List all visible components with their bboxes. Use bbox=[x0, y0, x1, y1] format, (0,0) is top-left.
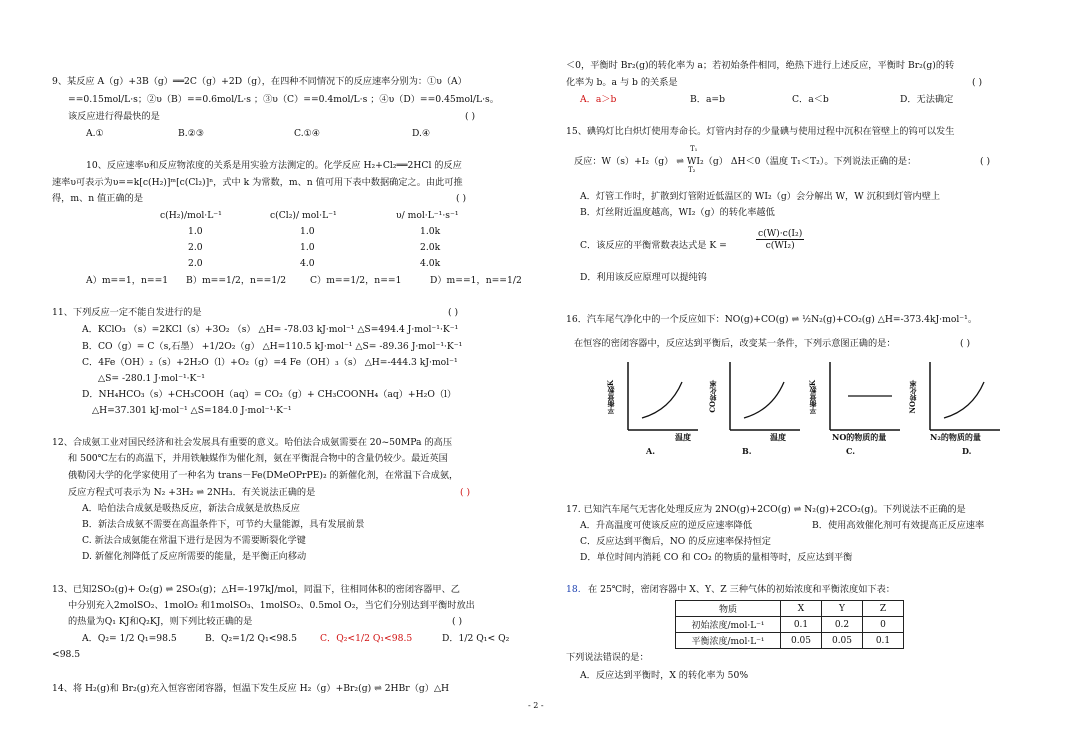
q9-opt-d: D.④ bbox=[412, 128, 431, 139]
q15-line1: 15、碘钨灯比白炽灯使用寿命长。灯管内封存的少量碘与使用过程中沉积在管壁上的钨可以发生 bbox=[566, 126, 955, 137]
table-cell: 0.1 bbox=[781, 617, 822, 633]
q12-line1: 12、合成氨工业对国民经济和社会发展具有重要的意义。哈伯法合成氨需要在 20~50MPa 的高压 bbox=[52, 437, 453, 448]
q13-line4: <98.5 bbox=[52, 649, 81, 660]
q15-opt-b: B．灯丝附近温度越高，WI₂（g）的转化率越低 bbox=[580, 207, 775, 218]
q9-line2: ==0.15mol/L·s；②υ（B）==0.6mol/L·s ；③υ（C）==0.4mol/L·s ；④υ（D）==0.45mol/L·s。 bbox=[68, 94, 499, 105]
q13-line3: 的热量为Q₁ KJ和Q₂KJ，则下列比较正确的是 bbox=[68, 616, 253, 627]
page-number: - 2 - bbox=[528, 701, 544, 710]
q18-table bbox=[675, 600, 904, 649]
graph-c bbox=[822, 360, 902, 440]
graph-a bbox=[620, 360, 700, 440]
graph-d bbox=[922, 360, 1002, 440]
table-cell: 0.05 bbox=[822, 633, 863, 649]
q14-cont-line2: 化率为 b。a 与 b 的关系是 bbox=[566, 77, 678, 88]
q11-line1: 11、下列反应一定不能自发进行的是 bbox=[52, 307, 202, 318]
q16-paren: ( ) bbox=[960, 338, 971, 349]
graph-b-xlabel: 温度 bbox=[770, 432, 786, 442]
q12-paren: ( ) bbox=[460, 487, 471, 498]
q11-opt-c2: △S= -280.1 J·mol⁻¹·K⁻¹ bbox=[98, 373, 205, 384]
q10-cell: 2.0 bbox=[188, 242, 203, 253]
table-header-row bbox=[676, 601, 904, 617]
q14-opt-a: A．a＞b bbox=[580, 94, 617, 105]
q11-paren: ( ) bbox=[448, 307, 459, 318]
graph-c-tag: C. bbox=[846, 446, 856, 456]
table-cell: 0.05 bbox=[781, 633, 822, 649]
q13-opt-d: D．1/2 Q₁< Q₂ bbox=[442, 633, 510, 644]
q10-opt-b: B）m==1/2，n==1/2 bbox=[186, 275, 287, 286]
q12-line4: 反应方程式可表示为 N₂ +3H₂ ⇌ 2NH₃．有关说法正确的是 bbox=[68, 487, 316, 498]
q10-opt-c: C）m==1/2，n==1 bbox=[310, 275, 402, 286]
q14-paren: ( ) bbox=[972, 77, 983, 88]
q15-t1: T₁ bbox=[690, 145, 698, 153]
q10-line3: 得，m、n 值正确的是 bbox=[52, 193, 144, 204]
q10-cell: 4.0 bbox=[300, 258, 315, 269]
q18-line1: 在 25℃时，密闭容器中 X、Y、Z 三种气体的初始浓度和平衡浓度如下表： bbox=[588, 584, 895, 595]
graph-c-xlabel: NO的物质的量 bbox=[832, 432, 887, 442]
q14-opt-c: C．a＜b bbox=[792, 94, 829, 105]
q18-line2: 下列说法错误的是： bbox=[566, 652, 649, 663]
q17-opt-c: C．反应达到平衡后，NO 的反应速率保持恒定 bbox=[580, 536, 771, 547]
q10-cell: 1.0k bbox=[420, 226, 441, 237]
q10-cell: 4.0k bbox=[420, 258, 441, 269]
table-cell: 初始浓度/mol·L⁻¹ bbox=[676, 617, 781, 633]
q13-line1: 13、已知2SO₂(g)+ O₂(g) ⇌ 2SO₃(g)；△H=-197kJ/mol，同温下，往相同体积的密闭容器甲、乙 bbox=[52, 584, 460, 595]
q9-opt-b: B.②③ bbox=[178, 128, 205, 139]
table-header-cell: 物质 bbox=[676, 601, 781, 617]
graph-b bbox=[722, 360, 802, 440]
q10-cell: 1.0 bbox=[188, 226, 203, 237]
q18-opt-a: A．反应达到平衡时，X 的转化率为 50% bbox=[580, 670, 749, 681]
q15-line2: 反应：W（s）+I₂（g） ⇌ WI₂（g） ΔH＜0（温度 T₁＜T₂）。下列说法正确的是： bbox=[574, 156, 917, 167]
q12-opt-b: B．新法合成氨不需要在高温条件下，可节约大量能源，具有发展前景 bbox=[82, 519, 365, 530]
q16-line2: 在恒容的密闭容器中，反应达到平衡后，改变某一条件，下列示意图正确的是： bbox=[574, 338, 896, 349]
graph-a-ylabel: 平衡常数K bbox=[606, 380, 615, 415]
table-header-cell: Z bbox=[863, 601, 904, 617]
q11-opt-c1: C．4Fe（OH）₂（s）+2H₂O（l）+O₂（g）=4 Fe（OH）₃（s） △H=-444.3 kJ·mol⁻¹ bbox=[82, 357, 458, 368]
graph-d-xlabel: N₂的物质的量 bbox=[930, 432, 981, 442]
q18-number: 18. bbox=[566, 584, 581, 595]
q15-opt-c: C．该反应的平衡常数表达式是 K = bbox=[580, 240, 727, 251]
graph-b-tag: B. bbox=[742, 446, 752, 456]
graph-a-xlabel: 温度 bbox=[675, 432, 691, 442]
graph-d-ylabel: NO转化率 bbox=[908, 380, 917, 414]
graph-a-tag: A. bbox=[646, 446, 655, 456]
q15-opt-d: D．利用该反应原理可以提纯钨 bbox=[580, 272, 707, 283]
q10-line1: 10、反应速率υ和反应物浓度的关系是用实验方法测定的。化学反应 H₂+Cl₂══2HCl 的反应 bbox=[86, 160, 462, 171]
q10-header-rate: υ/ mol·L⁻¹·s⁻¹ bbox=[396, 210, 459, 221]
q11-opt-d1: D．NH₄HCO₃（s）+CH₃COOH（aq）= CO₂（g）+ CH₃COONH₄（aq）+H₂O（l） bbox=[82, 389, 457, 400]
q11-opt-d2: △H=37.301 kJ·mol⁻¹ △S=184.0 J·mol⁻¹·K⁻¹ bbox=[92, 405, 292, 416]
q11-opt-a: A．KClO₃ （s）=2KCl（s）+3O₂ （s） △H= -78.03 kJ·mol⁻¹ △S=494.4 J·mol⁻¹·K⁻¹ bbox=[82, 324, 459, 335]
q11-opt-b: B．CO（g）= C（s,石墨） +1/2O₂（g） △H=110.5 kJ·mol⁻¹ △S= -89.36 J·mol⁻¹·K⁻¹ bbox=[82, 341, 463, 352]
q12-line2: 和 500℃左右的高温下，并用铁触媒作为催化剂，氨在平衡混合物中的含量仍较少。最近英国 bbox=[68, 453, 448, 464]
table-header-cell: Y bbox=[822, 601, 863, 617]
table-cell: 0.1 bbox=[863, 633, 904, 649]
q16-line1: 16．汽车尾气净化中的一个反应如下：NO(g)+CO(g) ⇌ ½N₂(g)+CO₂(g) △H=-373.4kJ·mol⁻¹。 bbox=[566, 314, 978, 325]
table-cell: 0.2 bbox=[822, 617, 863, 633]
q9-opt-a: A.① bbox=[86, 128, 104, 139]
q17-opt-a: A．升高温度可使该反应的逆反应速率降低 bbox=[580, 520, 753, 531]
table-row bbox=[676, 617, 904, 633]
q10-paren: ( ) bbox=[456, 193, 467, 204]
q14-cont-line1: ＜0，平衡时 Br₂(g)的转化率为 a；若初始条件相同，绝热下进行上述反应，平衡时 Br₂(g)的转 bbox=[566, 60, 955, 71]
q17-opt-b: B．使用高效催化剂可有效提高正反应速率 bbox=[812, 520, 985, 531]
graph-c-ylabel: 平衡常数K bbox=[808, 380, 817, 415]
q14-opt-b: B．a=b bbox=[690, 94, 725, 105]
q12-opt-a: A．哈伯法合成氨是吸热反应，新法合成氨是放热反应 bbox=[82, 503, 300, 514]
q17-line1: 17. 已知汽车尾气无害化处理反应为 2NO(g)+2CO(g) ⇌ N₂(g)+2CO₂(g)。下列说法不正确的是 bbox=[566, 504, 966, 515]
q17-opt-d: D．单位时间内消耗 CO 和 CO₂ 的物质的量相等时，反应达到平衡 bbox=[580, 552, 853, 563]
q13-paren: ( ) bbox=[452, 616, 463, 627]
q9-line3: 该反应进行得最快的是 bbox=[68, 111, 160, 122]
q13-line2: 中分别充入2molSO₂、1molO₂ 和1molSO₃、1molSO₂、0.5mol O₂，当它们分别达到平衡时放出 bbox=[68, 600, 475, 611]
q14-opt-d: D．无法确定 bbox=[900, 94, 954, 105]
q14-line1: 14、将 H₂(g)和 Br₂(g)充入恒容密闭容器，恒温下发生反应 H₂（g）+Br₂(g) ⇌ 2HBr（g）△H bbox=[52, 683, 450, 694]
q12-line3: 俄勒冈大学的化学家使用了一种名为 trans－Fe(DMeOPrPE)₂ 的新催化剂，在常温下合成氨， bbox=[68, 470, 459, 481]
table-cell: 0 bbox=[863, 617, 904, 633]
q10-cell: 1.0 bbox=[300, 242, 315, 253]
q10-cell: 2.0 bbox=[188, 258, 203, 269]
q13-opt-c: C．Q₂<1/2 Q₁<98.5 bbox=[320, 633, 413, 644]
q10-opt-a: A）m==1，n==1 bbox=[86, 275, 169, 286]
q10-cell: 1.0 bbox=[300, 226, 315, 237]
q15-denominator: c(WI₂) bbox=[765, 240, 795, 251]
q15-paren: ( ) bbox=[980, 156, 991, 167]
q12-opt-c: C. 新法合成氨能在常温下进行是因为不需要断裂化学键 bbox=[82, 535, 306, 546]
q15-t2: T₂ bbox=[688, 166, 696, 174]
q15-numerator: c(W)·c(I₂) bbox=[758, 228, 803, 239]
q13-opt-b: B．Q₂=1/2 Q₁<98.5 bbox=[205, 633, 297, 644]
q12-opt-d: D. 新催化剂降低了反应所需要的能量，是平衡正向移动 bbox=[82, 551, 307, 562]
graph-b-ylabel: CO转化率 bbox=[708, 380, 717, 413]
graph-d-tag: D. bbox=[962, 446, 972, 456]
table-cell: 平衡浓度/mol·L⁻¹ bbox=[676, 633, 781, 649]
q9-line1: 9、某反应 A（g）+3B（g）══2C（g）+2D（g），在四种不同情况下的反应速率分别为：①υ（A） bbox=[52, 76, 467, 87]
q10-cell: 2.0k bbox=[420, 242, 441, 253]
q9-opt-c: C.①④ bbox=[294, 128, 321, 139]
q15-opt-a: A．灯管工作时，扩散到灯管附近低温区的 WI₂（g）会分解出 W，W 沉积到灯管内壁上 bbox=[580, 191, 941, 202]
q13-opt-a: A．Q₂= 1/2 Q₁=98.5 bbox=[82, 633, 177, 644]
q10-opt-d: D）m==1，n==1/2 bbox=[430, 275, 522, 286]
table-row bbox=[676, 633, 904, 649]
q15-fraction bbox=[756, 228, 804, 251]
q9-paren: ( ) bbox=[465, 111, 476, 122]
q10-line2: 速率υ可表示为υ==k[c(H₂)]ᵐ[c(Cl₂)]ⁿ，式中 k 为常数，m、n 值可用下表中数据确定之。由此可推 bbox=[52, 177, 463, 188]
q10-header-h2: c(H₂)/mol·L⁻¹ bbox=[160, 210, 222, 221]
q10-header-cl2: c(Cl₂)/ mol·L⁻¹ bbox=[270, 210, 337, 221]
table-header-cell: X bbox=[781, 601, 822, 617]
